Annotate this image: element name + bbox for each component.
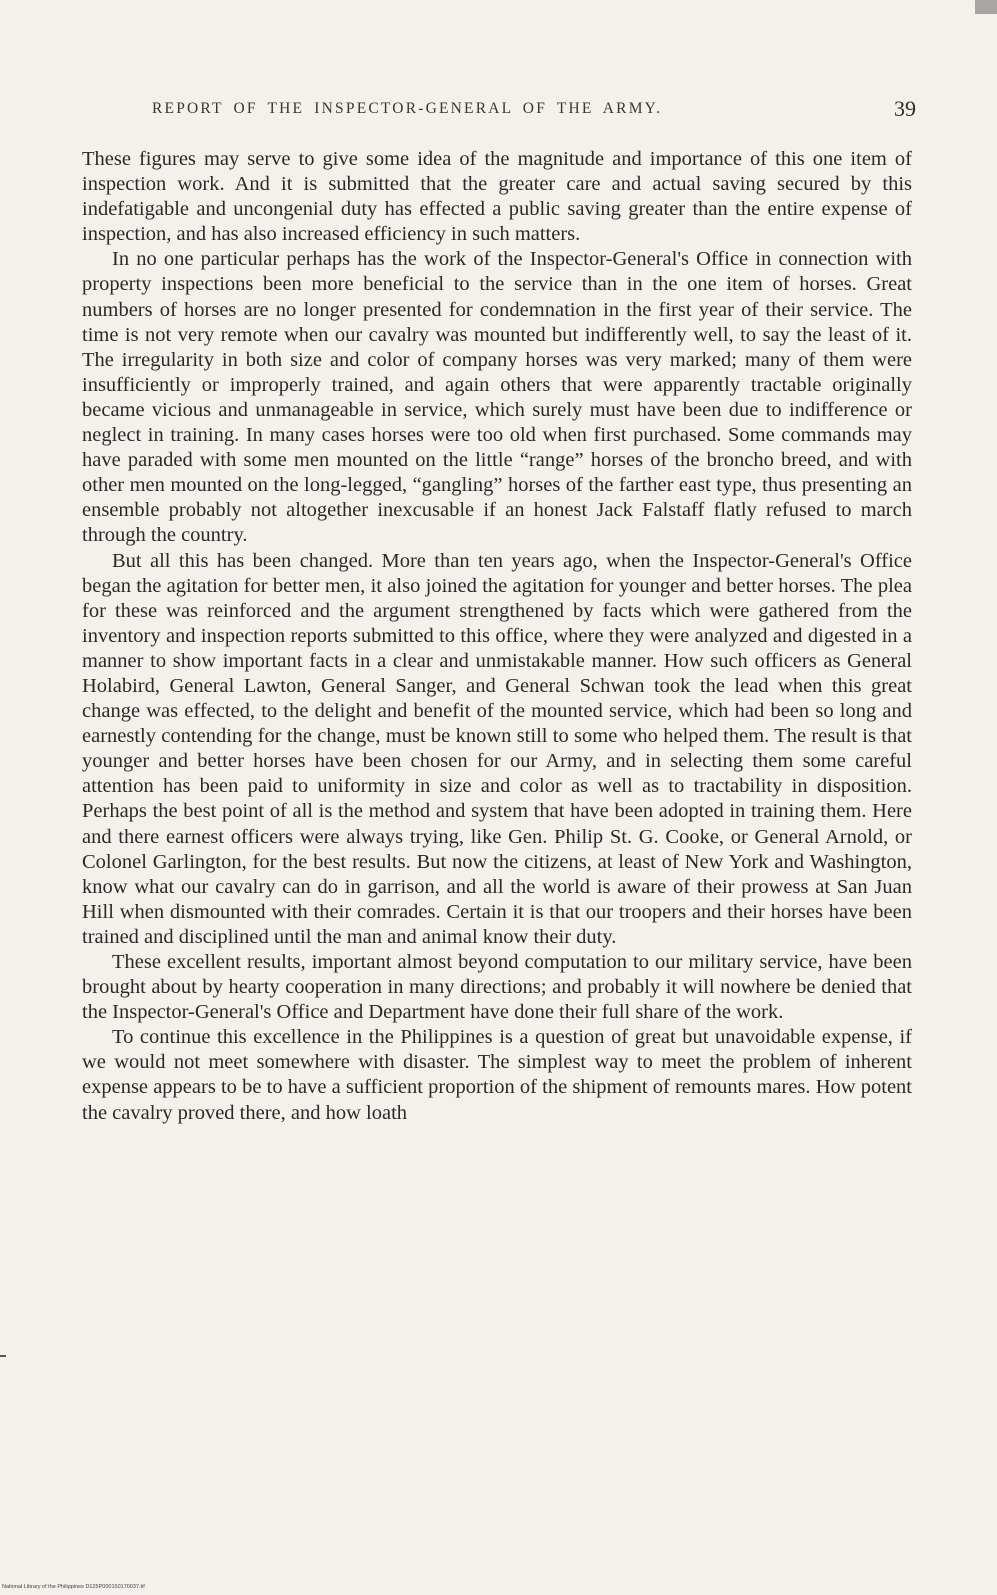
scan-edge-mark: [0, 1355, 6, 1357]
paragraph: But all this has been changed. More than ten years ago, when the Inspector-General's Office began the agitation for better men, it also joined the agitation for younger and better horses. The plea for these was reinforced and the argument strengthened by facts which were gathered from the inventory and inspection reports submitted to this office, where they were analyzed and digested in a manner to show important facts in a clear and unmistakable manner. How such officers as General Holabird, General Lawton, General Sanger, and General Schwan took the lead when this great change was effected, to the delight and benefit of the mounted service, which had been so long and earnestly contending for the change, must be known still to some who helped them. The result is that younger and better horses have been chosen for our Army, and in selecting them some careful attention has been paid to uniformity in size and color as well as to tractability in disposition. Perhaps the best point of all is the method and system that have been adopted in training them. Here and there earnest officers were always trying, like Gen. Philip St. G. Cooke, or General Arnold, or Colonel Garlington, for the best results. But now the citizens, at least of New York and Washington, know what our cavalry can do in garrison, and all the world is aware of their prowess at San Juan Hill when dismounted with their comrades. Certain it is that our troopers and their horses have been trained and disciplined until the man and animal know their duty.: [82, 549, 912, 948]
paragraph: These excellent results, important almost beyond computation to our military service, have been brought about by hearty cooperation in many directions; and probably it will nowhere be denied that the Inspector-General's Office and Department have done their full share of the work.: [82, 951, 912, 1024]
page-header: [152, 96, 916, 122]
paragraph: To continue this excellence in the Philippines is a question of great but unavoidable expense, if we would not meet somewhere with disaster. The simplest way to meet the problem of inherent expense appears to be to have a sufficient proportion of the shipment of remounts mares. How potent the cavalry proved there, and how loath: [82, 1026, 912, 1124]
page-number: 39: [894, 96, 916, 121]
paragraph: These figures may serve to give some idea of the magnitude and importance of this one item of inspection work. And it is submitted that the greater care and actual saving secured by this indefatigable and uncongenial duty has effected a public saving greater than the entire expense of inspection, and has also increased efficiency in such matters.: [82, 148, 912, 246]
scan-corner-mark: [975, 0, 997, 14]
scan-footer-note: National Library of the Philippines D125P000150170037.tif: [2, 1584, 145, 1590]
paragraph: In no one particular perhaps has the work of the Inspector-General's Office in connection with property inspections been more beneficial to the service than in the one item of horses. Great numbers of horses are no longer presented for condemnation in the first year of their service. The time is not very remote when our cavalry was mounted but indifferently well, to say the least of it. The irregularity in both size and color of company horses was very marked; many of them were insufficiently or improperly trained, and again others that were apparently tractable originally became vicious and unmanageable in service, which surely must have been due to indifference or neglect in training. In many cases horses were too old when first purchased. Some commands may have paraded with some men mounted on the little “range” horses of the broncho breed, and with other men mounted on the long-legged, “gangling” horses of the farther east type, thus presenting an ensemble probably not altogether inexcusable if an honest Jack Falstaff flatly refused to march through the country.: [82, 248, 912, 547]
body-text: [82, 147, 912, 1126]
running-head: REPORT OF THE INSPECTOR-GENERAL OF THE ARMY.: [152, 100, 663, 117]
